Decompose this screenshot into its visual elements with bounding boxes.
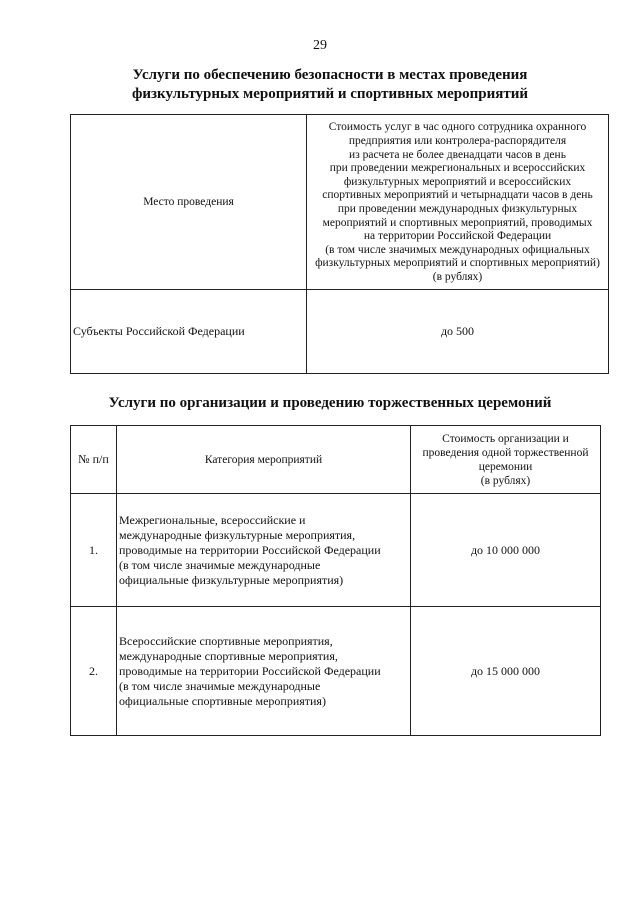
header-cost-line: мероприятий и спортивных мероприятий, проводимых xyxy=(322,216,593,229)
security-table-header-row xyxy=(71,115,609,290)
security-services-table xyxy=(70,114,609,374)
header-cost-line: предприятия или контролера-распорядителя xyxy=(348,135,567,148)
ceremonies-table xyxy=(70,425,601,736)
category-line: Всероссийские спортивные мероприятия, xyxy=(119,633,333,648)
category-line: Межрегиональные, всероссийские и xyxy=(119,512,306,527)
venue-cell: Субъекты Российской Федерации xyxy=(71,290,307,374)
row-number: 1. xyxy=(71,494,117,607)
header-cost-line: физкультурных мероприятий и спортивных мероприятий) xyxy=(315,257,600,270)
category-cell xyxy=(117,607,411,736)
header-cost-line: (в рублях) xyxy=(432,270,483,283)
cost-cell: до 500 xyxy=(307,290,609,374)
header-number: № п/п xyxy=(71,426,117,494)
header-cost-line: из расчета не более двенадцати часов в день xyxy=(349,148,566,161)
header-cost-line: при проведении международных физкультурных xyxy=(337,203,578,215)
category-line: официальные спортивные мероприятия) xyxy=(119,693,326,708)
category-line: (в том числе значимые международные xyxy=(119,557,321,572)
header-cost-per-hour xyxy=(307,115,609,290)
category-cell xyxy=(117,494,411,607)
header-cost-line: на территории Российской Федерации xyxy=(363,230,552,243)
header-cost-line: физкультурных мероприятий и всероссийских xyxy=(343,175,572,188)
table-row xyxy=(71,494,601,607)
header-cost-line: спортивных мероприятий и четырнадцати часов в день xyxy=(322,189,593,202)
section-title-security-line-2: физкультурных мероприятий и спортивных мероприятий xyxy=(131,86,529,102)
header-venue: Место проведения xyxy=(71,115,307,290)
header-cost-line: Стоимость услуг в час одного сотрудника охранного xyxy=(328,121,587,134)
category-line: международные физкультурные мероприятия, xyxy=(119,527,356,542)
cost-cell: до 10 000 000 xyxy=(411,494,601,607)
category-line: (в том числе значимые международные xyxy=(119,678,321,693)
header-ceremony-cost-line: церемонии xyxy=(478,460,533,473)
table-row xyxy=(71,290,609,374)
table-row xyxy=(71,607,601,736)
category-line: официальные физкультурные мероприятия) xyxy=(119,572,344,587)
header-ceremony-cost-line: проведения одной торжественной xyxy=(422,446,589,459)
header-cost-line: при проведении межрегиональных и всероссийских xyxy=(329,162,586,175)
page-number: 29 xyxy=(313,38,327,53)
section-title-security xyxy=(60,66,600,104)
cost-cell: до 15 000 000 xyxy=(411,607,601,736)
section-title-security-line-1: Услуги по обеспечению безопасности в местах проведения xyxy=(132,67,528,83)
category-line: проводимые на территории Российской Федерации xyxy=(119,663,381,678)
category-line: международные спортивные мероприятия, xyxy=(119,648,338,663)
category-line: проводимые на территории Российской Федерации xyxy=(119,542,381,557)
section-title-ceremonies: Услуги по организации и проведению торжественных церемоний xyxy=(108,395,552,411)
row-number: 2. xyxy=(71,607,117,736)
header-ceremony-cost xyxy=(411,426,601,494)
header-ceremony-cost-line: (в рублях) xyxy=(480,474,531,487)
ceremonies-table-header-row xyxy=(71,426,601,494)
header-ceremony-cost-line: Стоимость организации и xyxy=(442,432,569,445)
header-category: Категория мероприятий xyxy=(117,426,411,494)
header-cost-line: (в том числе значимых международных официальных xyxy=(325,243,590,256)
